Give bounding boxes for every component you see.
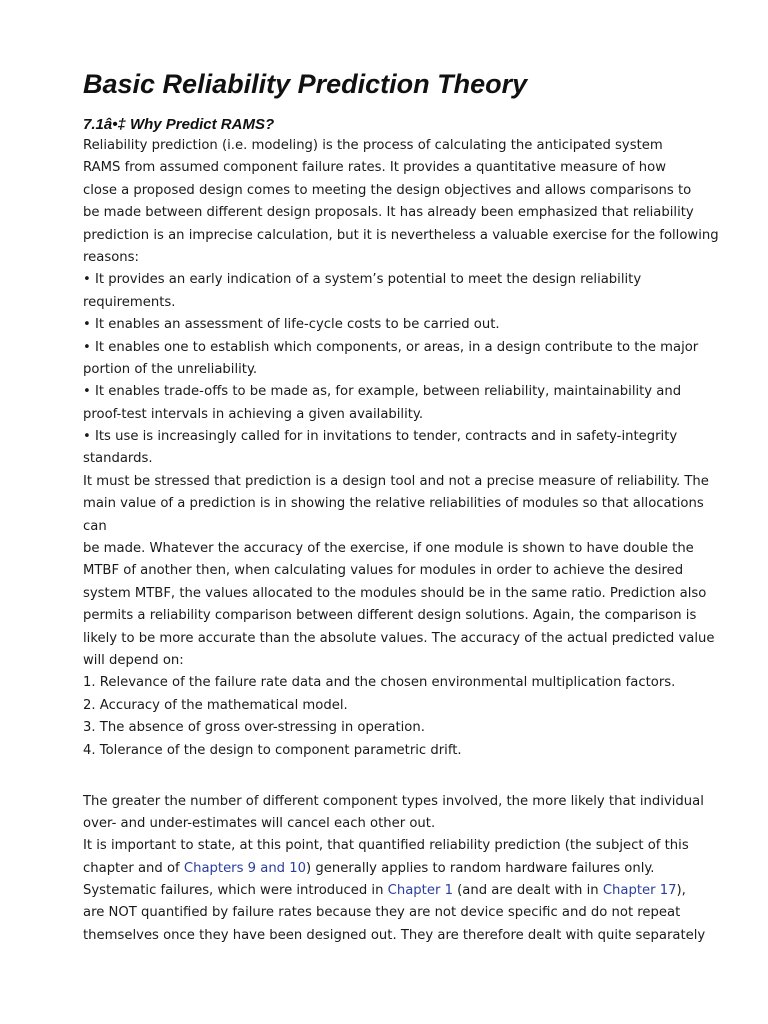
chapter-17-link[interactable]: Chapter 17 xyxy=(602,883,677,899)
text-line: are NOT quantified by failure rates because they are not device specific and do not repeat xyxy=(83,905,681,921)
text-line: prediction is an imprecise calculation, but it is nevertheless a valuable exercise for the following xyxy=(83,227,719,243)
text-line: be made. Whatever the accuracy of the exercise, if one module is shown to have double the xyxy=(83,541,694,557)
text-line: 1. Relevance of the failure rate data and the chosen environmental multiplication factors. xyxy=(83,675,676,691)
text-line: • It enables an assessment of life-cycle costs to be carried out. xyxy=(83,317,500,333)
text-line: The greater the number of different component types involved, the more likely that individual xyxy=(83,793,704,809)
text-line: main value of a prediction is in showing the relative reliabilities of modules so that allocations xyxy=(83,496,704,512)
text-line: RAMS from assumed component failure rates. It provides a quantitative measure of how xyxy=(83,160,666,176)
text-line xyxy=(83,880,723,902)
text-line xyxy=(83,858,723,880)
text-segment: (and are dealt with in xyxy=(452,883,603,899)
text-line: proof-test intervals in achieving a given availability. xyxy=(83,406,424,422)
text-line: system MTBF, the values allocated to the modules should be in the same ratio. Prediction also xyxy=(83,585,707,601)
paragraph-block-tail xyxy=(83,902,723,947)
text-line: standards. xyxy=(83,451,153,467)
text-line: close a proposed design comes to meeting the design objectives and allows comparisons to xyxy=(83,182,692,198)
text-line: can xyxy=(83,518,107,534)
text-line: 2. Accuracy of the mathematical model. xyxy=(83,697,348,713)
text-line: • It enables one to establish which components, or areas, in a design contribute to the major xyxy=(83,339,699,355)
paragraph-block-main xyxy=(83,135,723,762)
text-line: likely to be more accurate than the absolute values. The accuracy of the actual predicted value xyxy=(83,630,715,646)
text-line: It must be stressed that prediction is a design tool and not a precise measure of reliability. The xyxy=(83,473,709,489)
text-line: 3. The absence of gross over-stressing in operation. xyxy=(83,720,425,736)
text-line: • It provides an early indication of a system’s potential to meet the design reliability xyxy=(83,272,642,288)
text-line: permits a reliability comparison between different design solutions. Again, the comparison is xyxy=(83,608,697,624)
text-line: reasons: xyxy=(83,249,139,265)
text-line: • It enables trade-offs to be made as, for example, between reliability, maintainability and xyxy=(83,384,682,400)
text-segment: ) generally applies to random hardware failures only. xyxy=(306,860,655,876)
text-line: will depend on: xyxy=(83,652,184,668)
body-text xyxy=(83,135,723,947)
text-line: 4. Tolerance of the design to component parametric drift. xyxy=(83,742,462,758)
text-line: It is important to state, at this point, that quantified reliability prediction (the subject of this xyxy=(83,838,689,854)
text-segment: chapter and of xyxy=(83,860,184,876)
text-line: Reliability prediction (i.e. modeling) is the process of calculating the anticipated system xyxy=(83,138,663,153)
text-line: themselves once they have been designed out. They are therefore dealt with quite separately xyxy=(83,927,706,943)
chapter-1-link[interactable]: Chapter 1 xyxy=(387,883,453,899)
text-line: • Its use is increasingly called for in invitations to tender, contracts and in safety-integrity xyxy=(83,429,678,445)
paragraph-gap xyxy=(83,762,723,791)
text-line: over- and under-estimates will cancel each other out. xyxy=(83,815,436,831)
text-segment: Systematic failures, which were introduced in xyxy=(83,883,388,899)
text-line: be made between different design proposals. It has already been emphasized that reliability xyxy=(83,205,694,221)
text-line: requirements. xyxy=(83,294,176,310)
document-title: Basic Reliability Prediction Theory xyxy=(83,69,528,99)
paragraph-block-followup xyxy=(83,791,723,858)
chapters-9-10-link[interactable]: Chapters 9 and 10 xyxy=(183,860,307,876)
section-heading: 7.1â•‡ Why Predict RAMS? xyxy=(83,116,275,133)
text-segment: ), xyxy=(676,883,686,899)
text-line: portion of the unreliability. xyxy=(83,361,258,377)
text-line: MTBF of another then, when calculating values for modules in order to achieve the desired xyxy=(83,563,684,579)
